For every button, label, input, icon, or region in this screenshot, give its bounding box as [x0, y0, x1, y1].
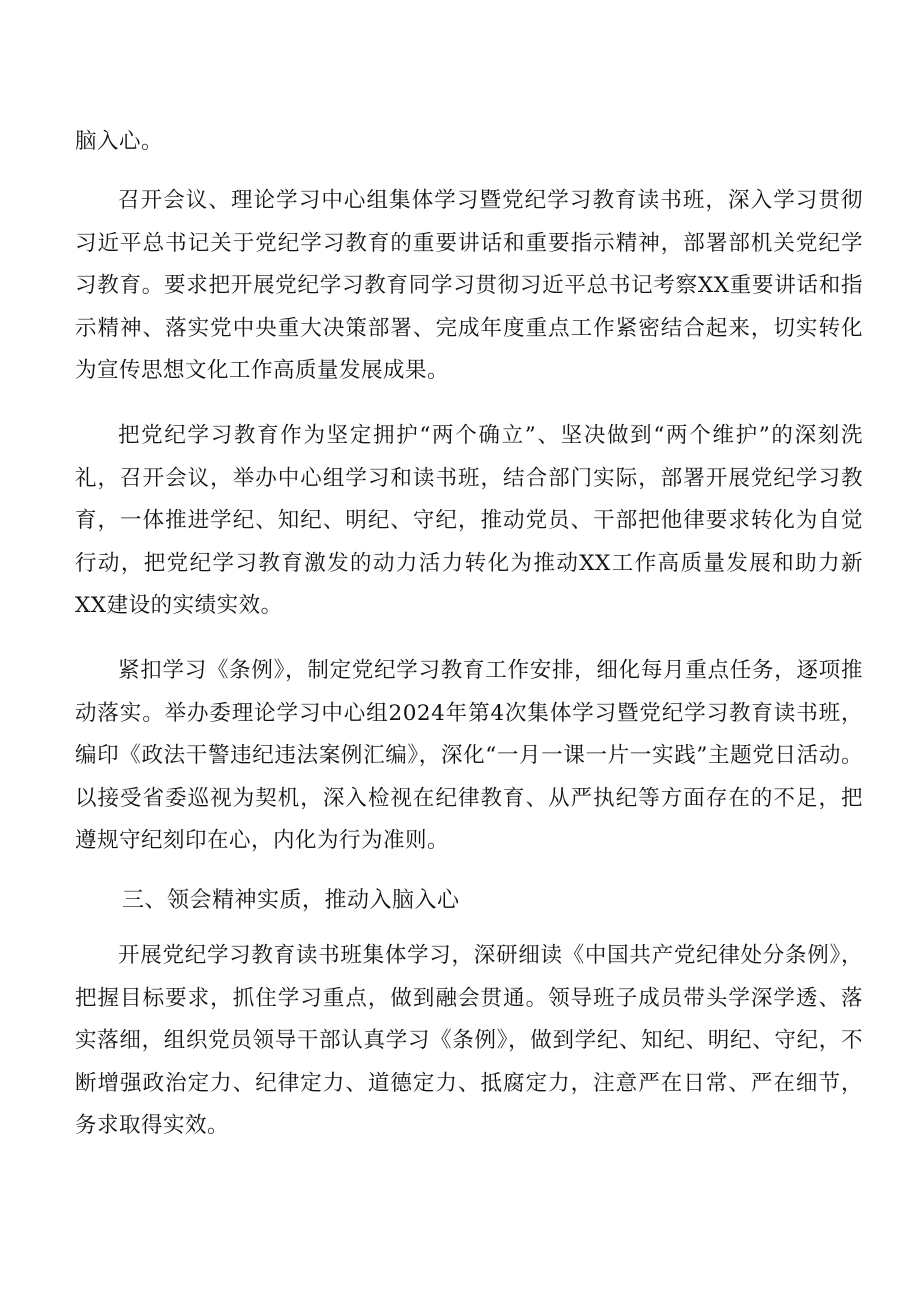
paragraph-two-establishments: 把党纪学习教育作为坚定拥护“两个确立”、坚决做到“两个维护”的深刻洗礼，召开会议，举办中心组学习和读书班，结合部门实际，部署开展党纪学习教育，一体推进学纪、知纪、明纪、守纪，推动党员、干部把他律要求转化为自觉行动，把党纪学习教育激发的动力活力转化为推动XX工作高质量发展和助力新XX建设的实绩实效。: [75, 423, 863, 618]
paragraph-reading-class: 开展党纪学习教育读书班集体学习，深研细读《中国共产党纪律处分条例》，把握目标要求，抓住学习重点，做到融会贯通。领导班子成员带头学深学透、落实落细，组织党员领导干部认真学习《条例》，做到学纪、知纪、明纪、守纪，不断增强政治定力、纪律定力、道德定力、抵腐定力，注意严在日常、严在细节，务求取得实效。: [75, 943, 863, 1138]
paragraph-regulations-study: 紧扣学习《条例》，制定党纪学习教育工作安排，细化每月重点任务，逐项推动落实。举办委理论学习中心组2024年第4次集体学习暨党纪学习教育读书班，编印《政法干警违纪违法案例汇编》，深化“一月一课一片一实践”主题党日活动。以接受省委巡视为契机，深入检视在纪律教育、从严执纪等方面存在的不足，把遵规守纪刻印在心，内化为行为准则。: [75, 658, 863, 853]
continuation-text: 脑入心。: [75, 129, 164, 154]
section-heading: 三、领会精神实质，推动入脑入心: [122, 888, 460, 913]
paragraph-party-discipline-meeting: 召开会议、理论学习中心组集体学习暨党纪学习教育读书班，深入学习贯彻习近平总书记关于党纪学习教育的重要讲话和重要指示精神，部署部机关党纪学习教育。要求把开展党纪学习教育同学习贯彻习近平总书记考察XX重要讲话和指示精神、落实党中央重大决策部署、完成年度重点工作紧密结合起来，切实转化为宣传思想文化工作高质量发展成果。: [75, 188, 863, 383]
